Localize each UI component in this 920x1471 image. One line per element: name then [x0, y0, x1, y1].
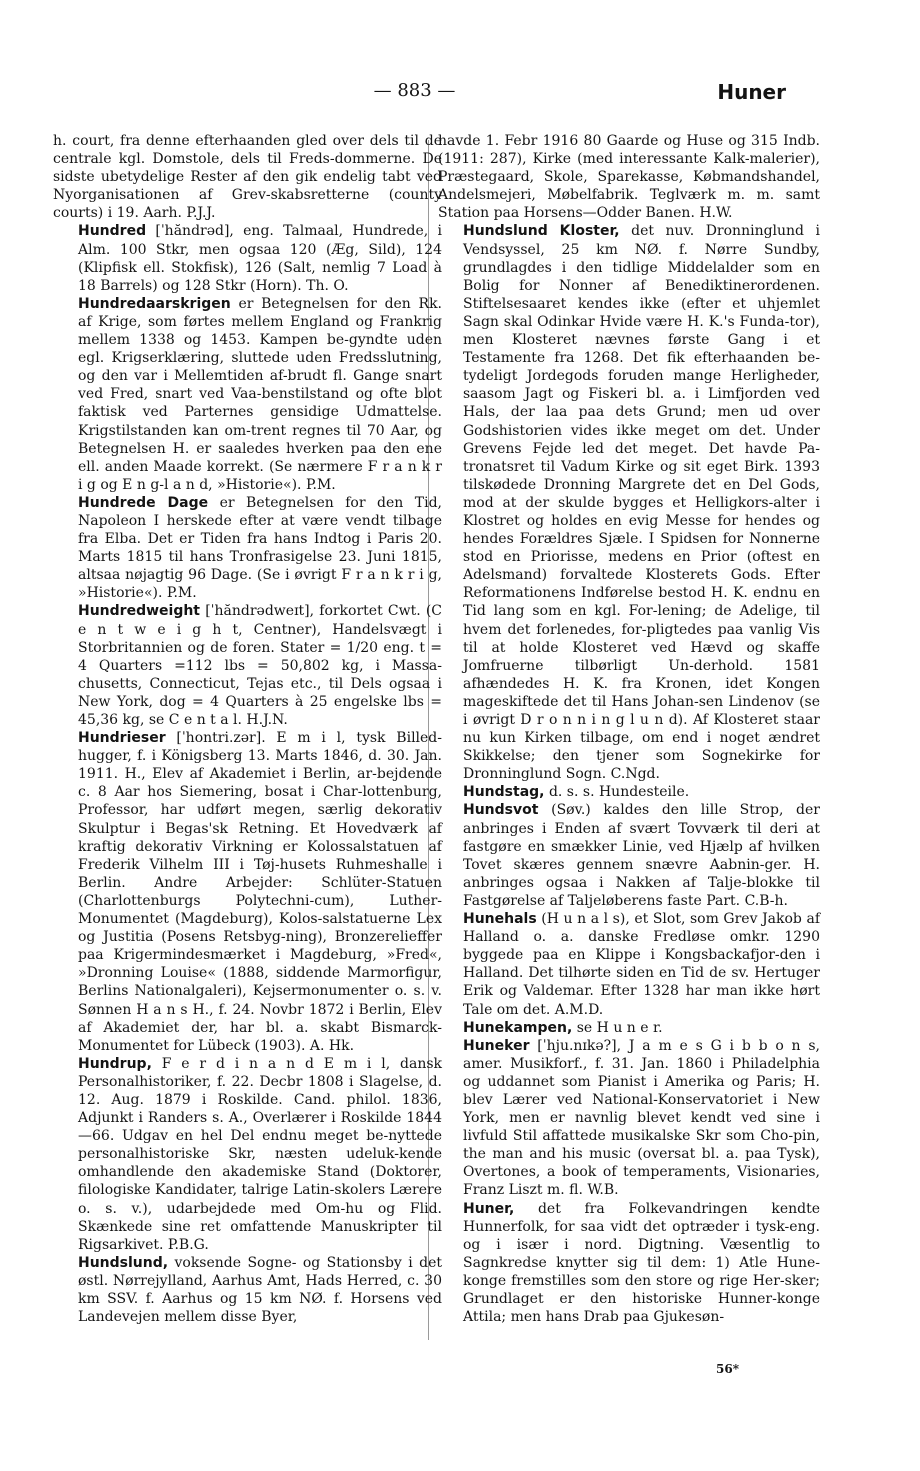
entry-hundstag [438, 783, 820, 801]
entry-hundslund-kloster [438, 222, 820, 783]
entry-continuation: havde 1. Febr 1916 80 Gaarde og Huse og 315 Indb. (1911: 287), Kirke (med interessante Kalk-malerier), Præstegaard, Skole, Sparekasse, Købmandshandel, Andelsmejeri, Møbelfabrik. Teglværk m. m. samt Station paa Horsens—Odder Banen. H.W. [438, 133, 820, 222]
headword: Hundrieser [78, 730, 166, 747]
headword: Huner, [463, 1200, 515, 1217]
headword: Hunehals [463, 911, 537, 928]
entry-hundred [53, 222, 442, 294]
right-column [438, 132, 820, 1326]
entry-continuation: h. court, fra denne efterhaanden gled over dels til de centrale kgl. Domstole, dels til Freds-dommerne. De sidste ubetydelige Rester af den gik endelig tabt ved Nyorganisationen af Grev-skabsretterne (county courts) i 19. Aarh. P.J.J. [53, 133, 442, 222]
headword: Hundslund Kloster, [463, 223, 620, 240]
entry-hundredaarskrigen [53, 295, 442, 494]
entry-hundsvot [438, 801, 820, 910]
headword: Hundrup, [78, 1055, 152, 1072]
entry-text: d. s. s. Hundesteile. [548, 784, 690, 801]
entry-text: (H u n a l s), et Slot, som Grev Jakob af Halland o. a. danske Fredløse omkr. 1290 byggede paa en Klippe i Kongsbackafjor-den i Halland. Det tilhørte siden en Tid de sv. Hertuger Erik og Valdemar. Efter 1328 har man ikke hørt Tale om det. A.M.D. [463, 911, 820, 1018]
signature-mark: 56* [716, 1362, 739, 1376]
entry-hundrede-dage [53, 494, 442, 603]
headword: Hundsvot [463, 802, 539, 819]
entry-text: [ˈhju.nɪkə?], J a m e s G i b b o n s, amer. Musikforf., f. 31. Jan. 1860 i Philadelphia og uddannet som Pianist i Amerika og Paris; H. blev Lærer ved National-Konservatoriet i New York, men er navnlig blevet kendt ved sine i livfuld Stil affattede musikalske Skr som Cho-pin, the man and his music (oversat bl. a. paa Tysk), Overtones, a book of temperaments, Visionaries, Franz Liszt m. fl. W.B. [463, 1037, 820, 1199]
entry-hunehals [438, 910, 820, 1019]
headword: Hunekampen, [463, 1019, 573, 1036]
entry-text: det fra Folkevandringen kendte Hunnerfolk, for saa vidt det optræder i tysk-eng. og i især i nord. Digtning. Væsentlig to Sagnkredse knytter sig til dem: 1) Atle Hune-konge fremstilles som den store og rige Her-sker; Grundlaget er den historiske Hunner-konge Attila; men hans Drab paa Gjukesøn- [463, 1200, 820, 1326]
entry-hundrup [53, 1055, 442, 1254]
page-number: — 883 — [373, 80, 456, 101]
entry-text: (Søv.) kaldes den lille Strop, der anbringes i Enden af svært Tovværk til deri at fastgøre en smækker Linie, ved Hjælp af hvilken Tovet skæres gennem snævre Aabnin-ger. H. anbringes ogsaa i Nakken af Talje-blokke til Fastgørelse af Taljeløberens faste Part. C.B-h. [463, 802, 820, 909]
entry-text: det nuv. Dronninglund i Vendsyssel, 25 km NØ. f. Nørre Sundby, grundlagdes i den tidlige Middelalder som en Bolig for Nonner af Benediktinerordenen. Stiftelsesaaret kendes ikke (efter et uhjemlet Sagn skal Odinkar Hvide være H. K.'s Funda-tor), men Klosteret nævnes første Gang i et Testamente fra 1268. Det fik efterhaanden be-tydeligt Jordegods foruden mange Herligheder, saasom Jagt og Fiskeri bl. a. i Limfjorden ved Hals, der laa paa dets Grund; men ud over Godshistorien vides ikke meget om det. Under Grevens Fejde led det meget. Det havde Pa-tronatsret til Vadum Kirke og sit eget Birk. 1393 tilskødede Dronning Margrete det en Del Gods, mod at der skulde bygges et Helligkors-alter i Klostret og holdes en evig Messe for hendes og hendes Forældres Sjæle. I Spidsen for Nonnerne stod en Priorisse, medens en Prior (oftest en Adelsmand) forvaltede Klosterets Gods. Efter Reformationens Indførelse bestod H. K. endnu en Tid lang som en kgl. For-lening; de Adelige, til hvem det forlenedes, for-pligtedes paa vanlig Vis til at holde Klosteret ved Hævd og skaffe Jomfruerne tilbørligt Un-derhold. 1581 afhændedes H. K. fra Kronen, idet Kongen mageskiftede det til Hans Johan-sen Lindenov (se i øvrigt D r o n n i n g l u n d). Af Klosteret staar nu kun Kirken tilbage, om end i noget ændret Skikkelse; den tjener som Sognekirke for Dronninglund Sogn. C.Ngd. [463, 223, 820, 783]
headword: Hundredweight [78, 603, 201, 620]
headword: Hundslund, [78, 1254, 169, 1271]
entry-text: er Betegnelsen for den Tid, Napoleon I herskede efter at være vendt tilbage fra Elba. Det er Tiden fra hans Indtog i Paris 20. Marts 1815 til hans Tronfrasigelse 23. Juni 1815, altsaa nøjagtig 96 Dage. (Se i øvrigt F r a n k r i g, »Historie«). P.M. [78, 494, 442, 602]
entry-hundrieser [53, 729, 442, 1055]
headword: Hundredaarskrigen [78, 295, 231, 312]
headword: Huneker [463, 1037, 530, 1054]
running-head: Huner [717, 80, 786, 104]
entry-text: voksende Sogne- og Stationsby i det østl. Nørrejylland, Aarhus Amt, Hads Herred, c. 30 km SSV. f. Aarhus og 15 km NØ. f. Horsens ved Landevejen mellem disse Byer, [78, 1254, 442, 1326]
headword: Hundstag, [463, 784, 545, 801]
entry-huneker [438, 1037, 820, 1200]
entry-huner [438, 1200, 820, 1327]
entry-text: F e r d i n a n d E m i l, dansk Personalhistoriker, f. 22. Decbr 1808 i Slagelse, d. 12. Aug. 1879 i Roskilde. Cand. philol. 1836, Adjunkt i Randers s. A., Overlærer i Roskilde 1844—66. Udgav en hel Del endnu meget be-nyttede personalhistoriske Skr, næsten udeluk-kende omhandlende den akademiske Stand (Doktorer, filologiske Kandidater, talrige Latin-skolers Lærere o. s. v.), udarbejdede med Om-hu og Flid. Skænkede sine ret omfattende Manuskripter til Rigsarkivet. P.B.G. [78, 1055, 443, 1253]
left-column [53, 132, 442, 1326]
entry-text: [ˈhăndrədweɪt], forkortet Cwt. (C e n t w e i g h t, Centner), Handelsvægt i Storbritannien og de foren. Stater = 1/20 eng. t = 4 Quarters =112 lbs = 50,802 kg, i Massa-chusetts, Connecticut, Tejas etc., til Dels ogsaa i New York, dog = 4 Quarters à 25 engelske lbs = 45,36 kg, se C e n t a l. H.J.N. [78, 603, 442, 728]
entry-hundredweight [53, 602, 442, 729]
entry-hunekampen [438, 1019, 820, 1037]
entry-hundslund [53, 1254, 442, 1326]
entry-text: er Betegnelsen for den Rk. af Krige, som førtes mellem England og Frankrig mellem 1338 og 1453. Kampen be-gyndte uden egl. Krigserklæring, sluttede uden Fredsslutning, og den var i Mellemtiden af-brudt fl. Gange snart ved Fred, snart ved Vaa-benstilstand og ofte blot faktisk ved Parternes gensidige Udmattelse. Krigstilstanden kan om-trent regnes til 70 Aar, og Betegnelsen H. er saaledes hverken paa den ene ell. anden Maade korrekt. (Se nærmere F r a n k r i g og E n g-l a n d, »Historie«). P.M. [78, 295, 443, 493]
entry-text: [ˈhăndrəd], eng. Talmaal, Hundrede, i Alm. 100 Stkr, men ogsaa 120 (Æg, Sild), 124 (Klipfisk ell. Stokfisk), 126 (Salt, nemlig 7 Load à 18 Barrels) og 128 Stkr (Horn). Th. O. [78, 223, 442, 294]
headword: Hundred [78, 223, 147, 240]
entry-text: [ˈhontri.zər]. E m i l, tysk Billed-hugger, f. i Königsberg 13. Marts 1846, d. 30. Jan. 1911. H., Elev af Akademiet i Berlin, ar-bejdende c. 8 Aar hos Siemering, bosat i Char-lottenburg, Professor, har udført megen, særlig dekorativ Skulptur i Begas'sk Retning. Et Hovedværk af kraftig dekorativ Virkning er Kolossalstatuen af Frederik Vilhelm III i Tøj-husets Ruhmeshalle i Berlin. Andre Arbejder: Schlüter-Statuen (Charlottenburgs Polytechni-cum), Luther-Monumentet (Magdeburg), Kolos-salstatuerne Lex og Justitia (Posens Retsbyg-ning), Bronzerelieffer paa Krigermindesmærket i Magdeburg, »Fred«, »Dronning Louise« (1888, siddende Marmorfigur, Berlins Nationalgaleri), Kejsermonumenter o. s. v. Sønnen H a n s H., f. 24. Novbr 1872 i Berlin, Elev af Akademiet der, har bl. a. skabt Bismarck-Monumentet for Lübeck (1903). A. Hk. [78, 730, 442, 1054]
entry-text: se H u n e r. [576, 1019, 663, 1036]
headword: Hundrede Dage [78, 494, 209, 511]
